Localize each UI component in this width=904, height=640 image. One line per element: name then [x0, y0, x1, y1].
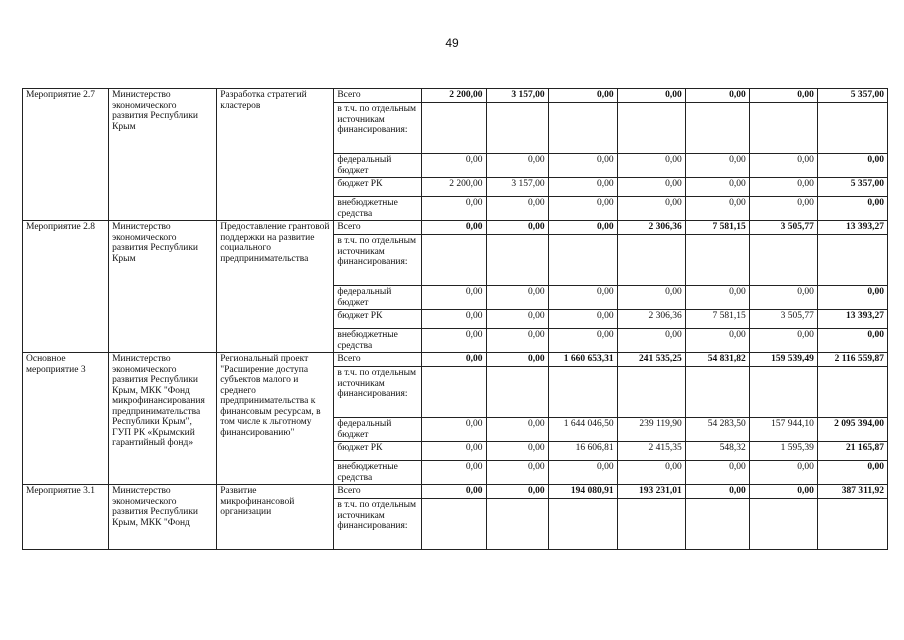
amount-cell [617, 499, 685, 550]
amount-cell: 5 357,00 [817, 178, 887, 197]
table-row [23, 89, 888, 103]
amount-cell: 157 944,10 [749, 418, 817, 442]
event-cell: Основное мероприятие 3 [23, 353, 109, 485]
amount-cell: 548,32 [685, 442, 749, 461]
amount-cell [817, 103, 887, 154]
funding-source-label: федеральный бюджет [334, 154, 422, 178]
amount-cell: 0,00 [422, 154, 486, 178]
amount-cell: 193 231,01 [617, 485, 685, 499]
amount-cell [817, 499, 887, 550]
amount-cell: 0,00 [617, 154, 685, 178]
amount-cell: 0,00 [617, 89, 685, 103]
amount-cell: 0,00 [422, 221, 486, 235]
amount-cell: 7 581,15 [685, 221, 749, 235]
amount-cell: 0,00 [548, 329, 617, 353]
event-cell: Мероприятие 3.1 [23, 485, 109, 550]
amount-cell: 0,00 [422, 197, 486, 221]
amount-cell: 0,00 [422, 286, 486, 310]
amount-cell: 7 581,15 [685, 310, 749, 329]
funding-source-label: бюджет РК [334, 310, 422, 329]
amount-cell: 0,00 [548, 89, 617, 103]
funding-source-label: внебюджетные средства [334, 461, 422, 485]
amount-cell [422, 499, 486, 550]
amount-cell: 0,00 [486, 310, 548, 329]
amount-cell: 1 660 653,31 [548, 353, 617, 367]
funding-source-label: в т.ч. по отдельным источникам финансирования: [334, 235, 422, 286]
amount-cell: 159 539,49 [749, 353, 817, 367]
amount-cell: 0,00 [486, 353, 548, 367]
amount-cell: 0,00 [749, 89, 817, 103]
amount-cell: 0,00 [486, 461, 548, 485]
amount-cell: 0,00 [749, 154, 817, 178]
amount-cell: 0,00 [685, 329, 749, 353]
amount-cell: 0,00 [548, 286, 617, 310]
funding-source-label: в т.ч. по отдельным источникам финансирования: [334, 499, 422, 550]
amount-cell: 16 606,81 [548, 442, 617, 461]
amount-cell [486, 499, 548, 550]
amount-cell [749, 103, 817, 154]
amount-cell: 0,00 [817, 461, 887, 485]
amount-cell: 0,00 [548, 461, 617, 485]
amount-cell: 194 080,91 [548, 485, 617, 499]
amount-cell [685, 499, 749, 550]
amount-cell: 0,00 [548, 178, 617, 197]
amount-cell: 0,00 [422, 485, 486, 499]
table-row [23, 485, 888, 499]
funding-source-label: федеральный бюджет [334, 418, 422, 442]
amount-cell [548, 103, 617, 154]
amount-cell: 241 535,25 [617, 353, 685, 367]
amount-cell: 2 116 559,87 [817, 353, 887, 367]
amount-cell [422, 103, 486, 154]
amount-cell: 0,00 [486, 329, 548, 353]
amount-cell: 0,00 [685, 89, 749, 103]
amount-cell [617, 103, 685, 154]
amount-cell: 1 644 046,50 [548, 418, 617, 442]
amount-cell: 13 393,27 [817, 310, 887, 329]
amount-cell: 0,00 [422, 418, 486, 442]
amount-cell [685, 235, 749, 286]
amount-cell: 0,00 [817, 329, 887, 353]
amount-cell: 0,00 [685, 178, 749, 197]
amount-cell [749, 367, 817, 418]
amount-cell [749, 235, 817, 286]
amount-cell: 0,00 [486, 485, 548, 499]
funding-source-label: внебюджетные средства [334, 197, 422, 221]
amount-cell: 3 505,77 [749, 310, 817, 329]
amount-cell: 387 311,92 [817, 485, 887, 499]
amount-cell [548, 499, 617, 550]
amount-cell: 0,00 [548, 197, 617, 221]
measure-name-cell: Предоставление грантовой поддержки на развитие социального предпринимательства [217, 221, 334, 353]
funding-source-label: бюджет РК [334, 442, 422, 461]
funding-source-label: в т.ч. по отдельным источникам финансирования: [334, 367, 422, 418]
amount-cell [422, 367, 486, 418]
amount-cell: 0,00 [422, 310, 486, 329]
amount-cell: 0,00 [817, 154, 887, 178]
amount-cell: 0,00 [617, 329, 685, 353]
amount-cell: 0,00 [749, 461, 817, 485]
amount-cell: 0,00 [422, 442, 486, 461]
amount-cell: 0,00 [749, 329, 817, 353]
executor-cell: Министерство экономического развития Республики Крым [109, 221, 217, 353]
amount-cell: 0,00 [617, 178, 685, 197]
funding-source-label: Всего [334, 89, 422, 103]
funding-source-label: федеральный бюджет [334, 286, 422, 310]
funding-source-label: Всего [334, 485, 422, 499]
amount-cell: 0,00 [548, 310, 617, 329]
funding-source-label: Всего [334, 221, 422, 235]
amount-cell: 0,00 [685, 286, 749, 310]
amount-cell: 0,00 [548, 221, 617, 235]
event-cell: Мероприятие 2.7 [23, 89, 109, 221]
amount-cell: 0,00 [422, 329, 486, 353]
amount-cell [817, 235, 887, 286]
funding-source-label: бюджет РК [334, 178, 422, 197]
amount-cell [617, 235, 685, 286]
budget-table [22, 88, 888, 550]
amount-cell: 2 306,36 [617, 221, 685, 235]
amount-cell: 0,00 [749, 286, 817, 310]
amount-cell: 0,00 [817, 197, 887, 221]
amount-cell: 0,00 [422, 461, 486, 485]
amount-cell: 0,00 [486, 197, 548, 221]
funding-source-label: внебюджетные средства [334, 329, 422, 353]
amount-cell: 0,00 [685, 197, 749, 221]
amount-cell: 21 165,87 [817, 442, 887, 461]
amount-cell: 0,00 [749, 485, 817, 499]
executor-cell: Министерство экономического развития Республики Крым, МКК "Фонд микрофинансирования предпринимательства Республики Крым", ГУП РК «Крымский гарантийный фонд» [109, 353, 217, 485]
event-cell: Мероприятие 2.8 [23, 221, 109, 353]
amount-cell: 2 200,00 [422, 89, 486, 103]
funding-source-label: Всего [334, 353, 422, 367]
amount-cell [685, 103, 749, 154]
amount-cell: 0,00 [617, 197, 685, 221]
table-row [23, 353, 888, 367]
amount-cell: 0,00 [548, 154, 617, 178]
amount-cell [617, 367, 685, 418]
measure-name-cell: Развитие микрофинансовой организации [217, 485, 334, 550]
amount-cell [817, 367, 887, 418]
amount-cell [685, 367, 749, 418]
executor-cell: Министерство экономического развития Республики Крым, МКК "Фонд [109, 485, 217, 550]
amount-cell: 239 119,90 [617, 418, 685, 442]
amount-cell: 0,00 [617, 286, 685, 310]
amount-cell: 0,00 [749, 178, 817, 197]
amount-cell: 0,00 [486, 221, 548, 235]
amount-cell: 0,00 [486, 154, 548, 178]
amount-cell: 0,00 [422, 353, 486, 367]
amount-cell: 0,00 [486, 286, 548, 310]
amount-cell: 2 415,35 [617, 442, 685, 461]
table-row [23, 221, 888, 235]
amount-cell: 0,00 [749, 197, 817, 221]
amount-cell: 2 306,36 [617, 310, 685, 329]
amount-cell: 5 357,00 [817, 89, 887, 103]
amount-cell: 3 157,00 [486, 178, 548, 197]
amount-cell [548, 367, 617, 418]
amount-cell [749, 499, 817, 550]
amount-cell: 0,00 [486, 442, 548, 461]
amount-cell: 13 393,27 [817, 221, 887, 235]
amount-cell: 2 200,00 [422, 178, 486, 197]
amount-cell [548, 235, 617, 286]
page-number: 49 [445, 36, 459, 50]
amount-cell: 0,00 [617, 461, 685, 485]
amount-cell [422, 235, 486, 286]
measure-name-cell: Региональный проект "Расширение доступа субъектов малого и среднего предпринимательства к финансовым ресурсам, в том числе к льготному финансированию" [217, 353, 334, 485]
amount-cell: 54 831,82 [685, 353, 749, 367]
amount-cell: 0,00 [685, 485, 749, 499]
funding-source-label: в т.ч. по отдельным источникам финансирования: [334, 103, 422, 154]
amount-cell: 0,00 [685, 154, 749, 178]
amount-cell [486, 103, 548, 154]
amount-cell: 54 283,50 [685, 418, 749, 442]
executor-cell: Министерство экономического развития Республики Крым [109, 89, 217, 221]
amount-cell: 0,00 [486, 418, 548, 442]
amount-cell: 3 505,77 [749, 221, 817, 235]
amount-cell [486, 235, 548, 286]
amount-cell: 0,00 [817, 286, 887, 310]
amount-cell: 2 095 394,00 [817, 418, 887, 442]
amount-cell: 0,00 [685, 461, 749, 485]
amount-cell [486, 367, 548, 418]
amount-cell: 3 157,00 [486, 89, 548, 103]
measure-name-cell: Разработка стратегий кластеров [217, 89, 334, 221]
amount-cell: 1 595,39 [749, 442, 817, 461]
